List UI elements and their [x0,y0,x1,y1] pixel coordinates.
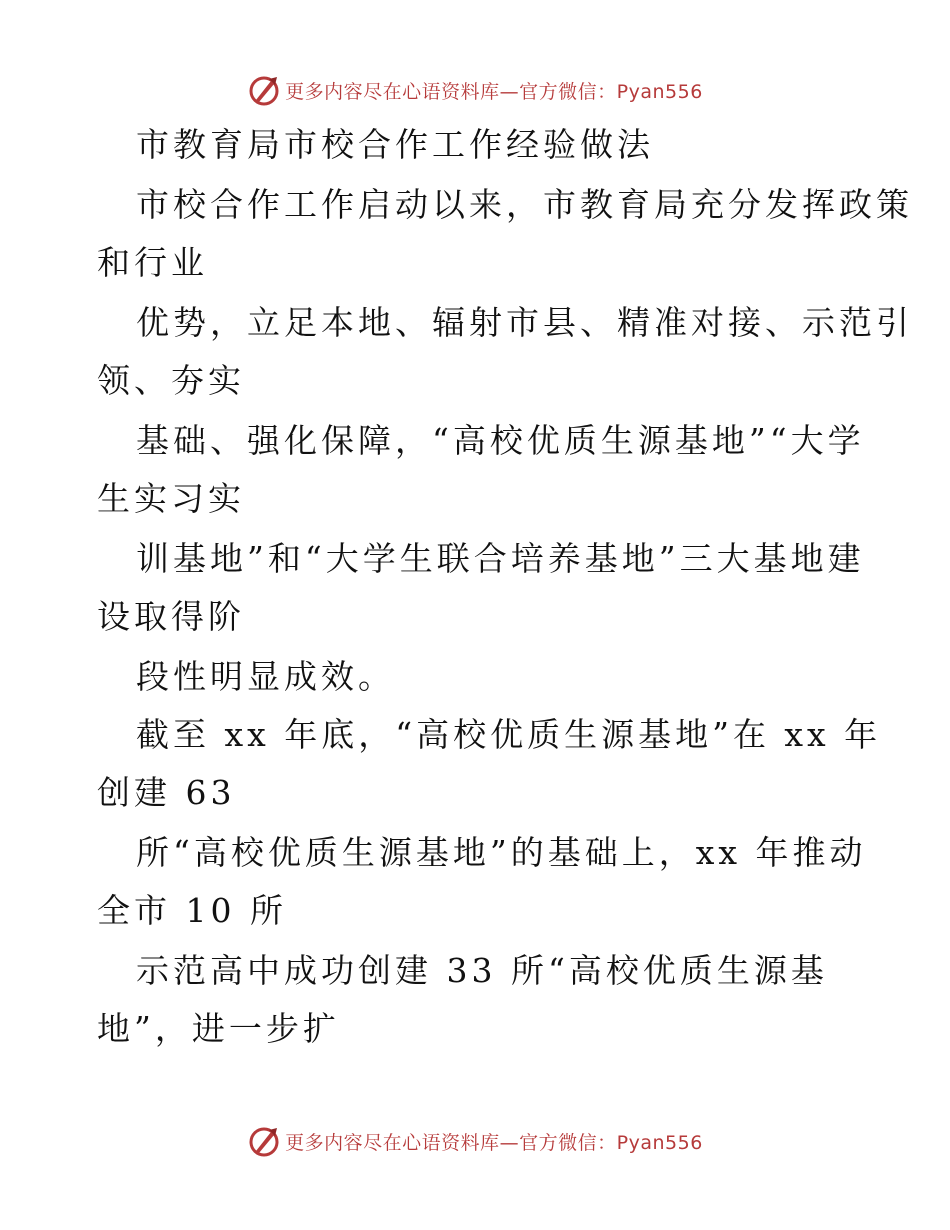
document-title: 市教育局市校合作工作经验做法 [136,125,654,164]
quill-pen-icon [247,1124,281,1158]
text-line: 截至 xx 年底，“高校优质生源基地”在 xx 年 [136,715,882,754]
watermark-text: 更多内容尽在心语资料库—官方微信：Pyan556 [285,1131,703,1154]
text-line: 设取得阶 [97,597,245,636]
text-line: 和行业 [97,243,208,282]
text-line: 所“高校优质生源基地”的基础上，xx 年推动 [136,833,867,872]
quill-pen-icon [247,73,281,107]
text-line: 优势，立足本地、辐射市县、精准对接、示范引 [136,303,913,342]
text-line: 示范高中成功创建 33 所“高校优质生源基 [136,951,828,990]
watermark-text: 更多内容尽在心语资料库—官方微信：Pyan556 [285,80,703,103]
footer-watermark [0,1121,950,1161]
text-line: 段性明显成效。 [136,657,395,696]
text-line: 基础、强化保障，“高校优质生源基地”“大学 [136,421,865,460]
text-line: 全市 10 所 [97,891,287,930]
text-line: 领、夯实 [97,361,245,400]
text-line: 创建 63 [97,773,236,812]
text-line: 地”，进一步扩 [97,1009,340,1048]
text-line: 市校合作工作启动以来，市教育局充分发挥政策 [136,185,913,224]
text-line: 生实习实 [97,479,245,518]
header-watermark [0,70,950,110]
text-line: 训基地”和“大学生联合培养基地”三大基地建 [136,539,865,578]
